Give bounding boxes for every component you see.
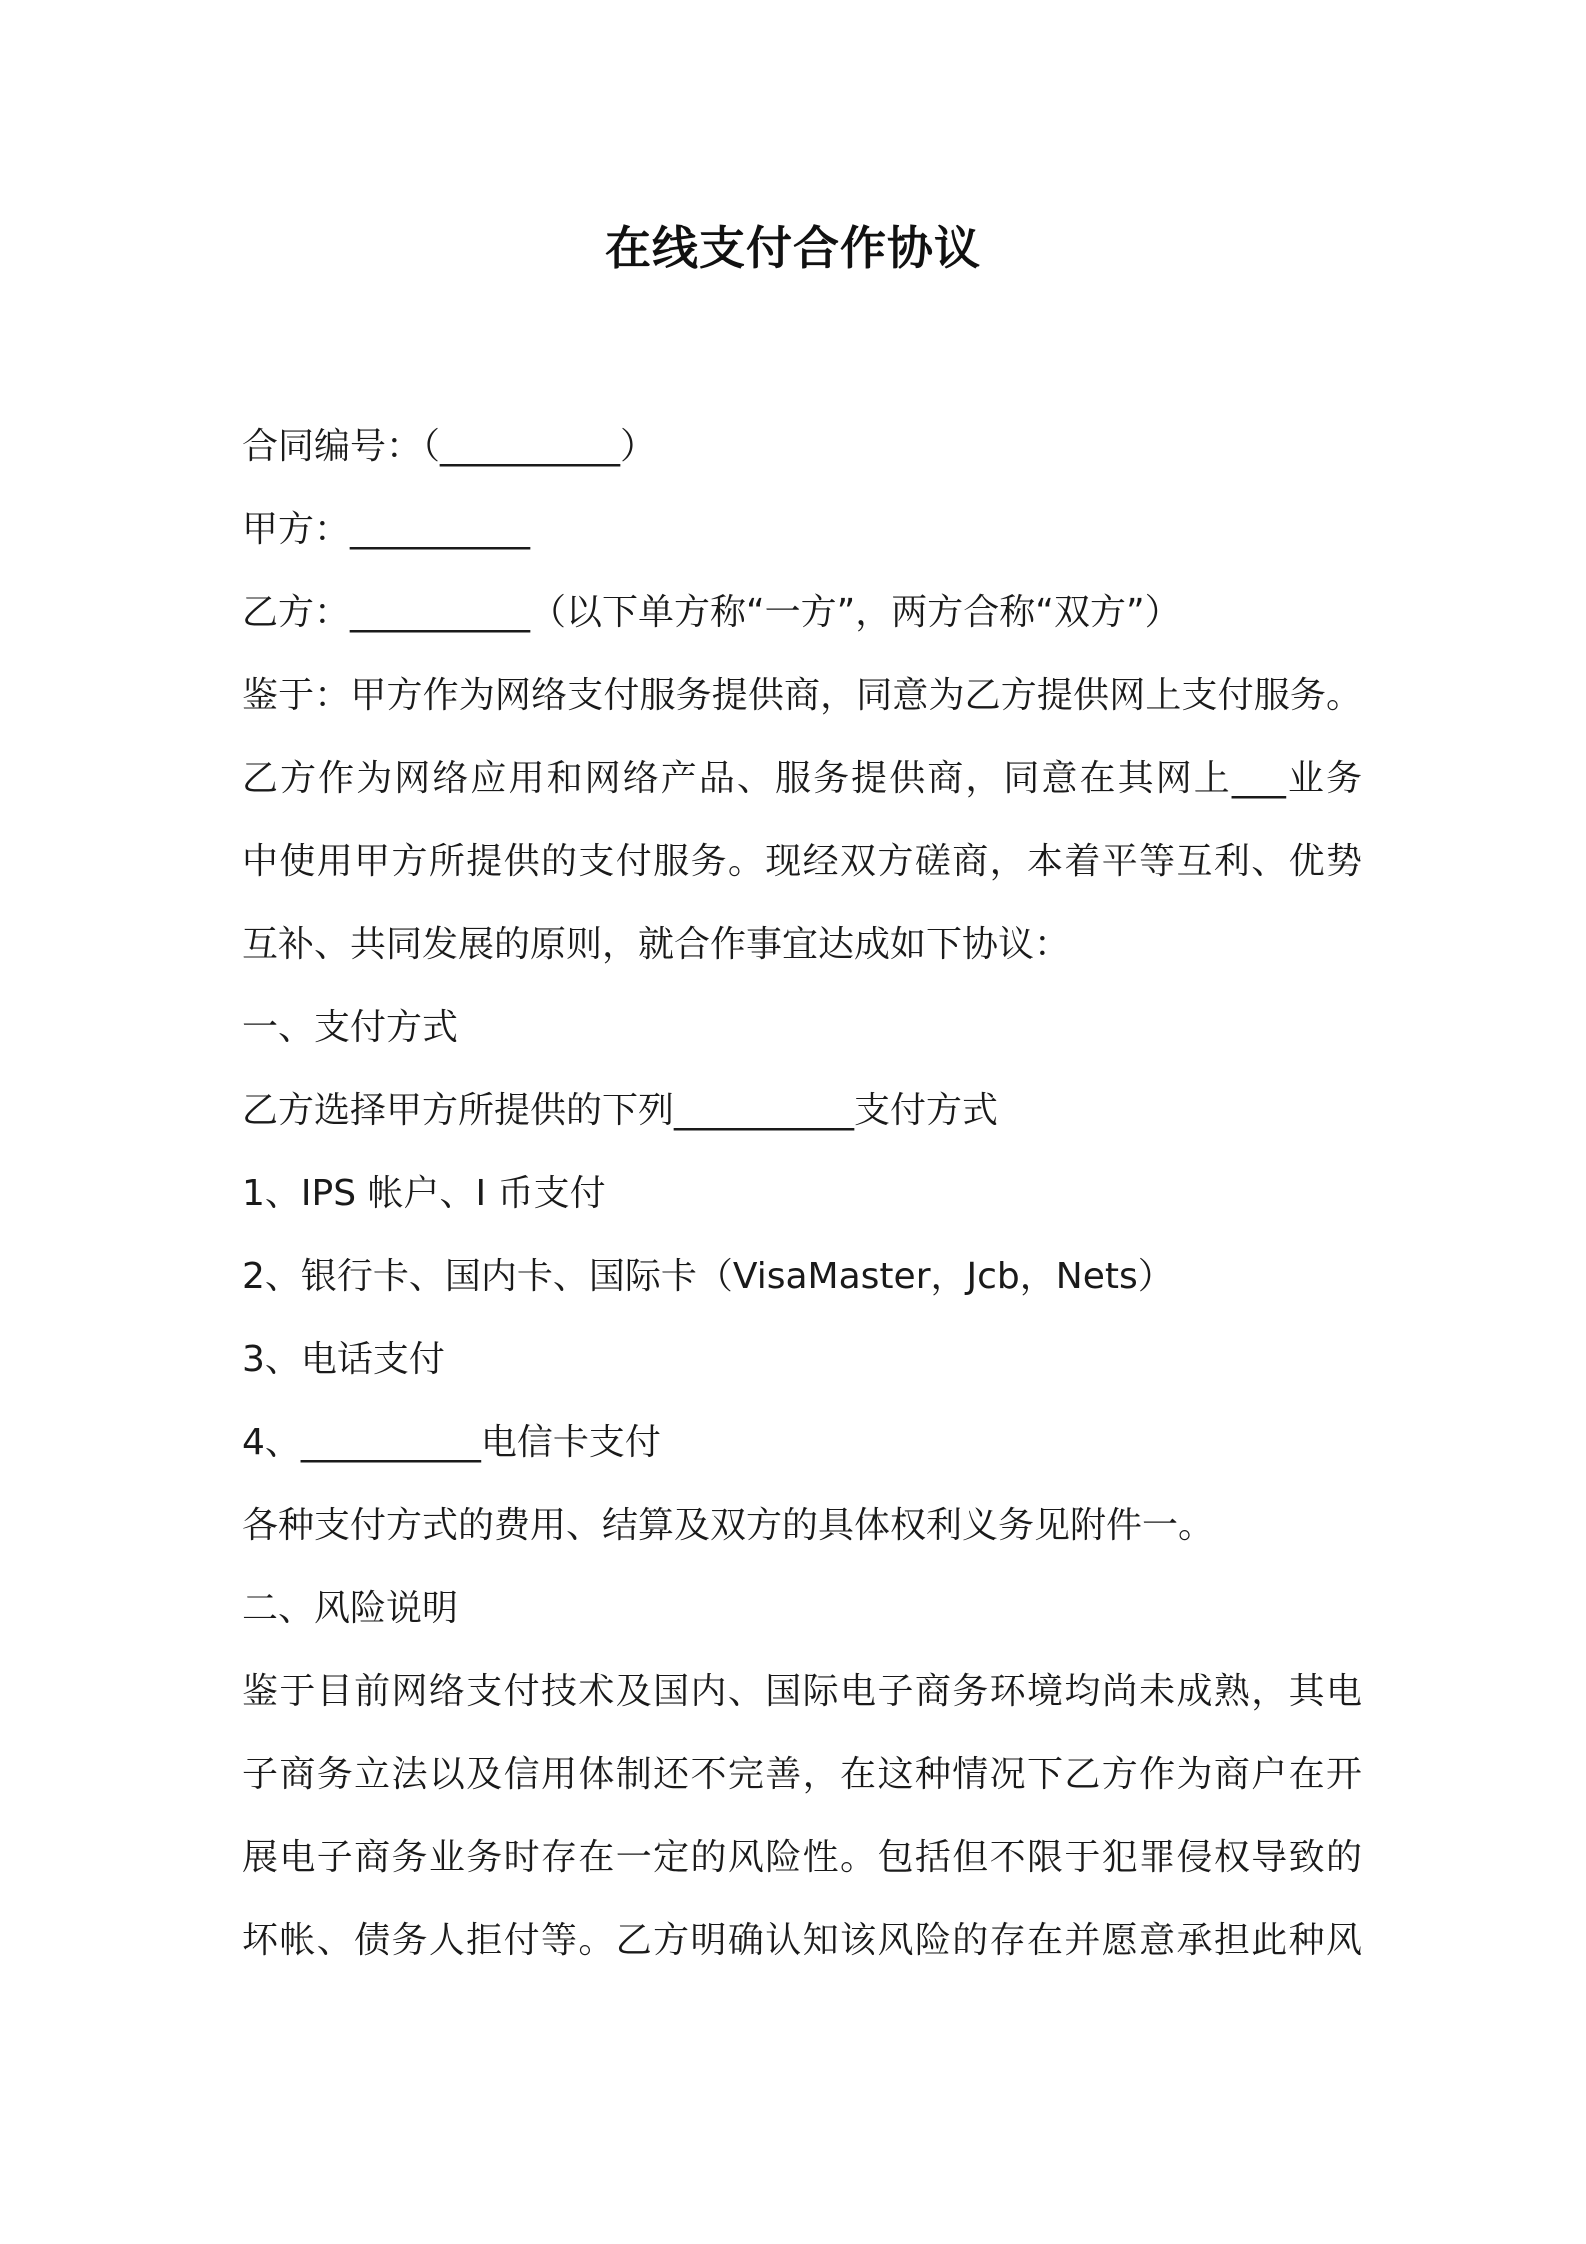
list-item: 4、__________电信卡支付 <box>242 1422 661 1463</box>
section-heading-risk-statement: 二、风险说明 <box>242 1588 459 1629</box>
paragraph-line: 展电子商务业务时存在一定的风险性。包括但不限于犯罪侵权导致的 <box>242 1837 1362 1878</box>
section-heading-payment-methods: 一、支付方式 <box>242 1007 459 1048</box>
list-item: 3、电话支付 <box>242 1339 445 1380</box>
paragraph-line: 坏帐、债务人拒付等。乙方明确认知该风险的存在并愿意承担此种风 <box>242 1920 1362 1961</box>
recital-line: 鉴于：甲方作为网络支付服务提供商，同意为乙方提供网上支付服务。 <box>242 675 1362 716</box>
document-title: 在线支付合作协议 <box>605 221 981 275</box>
document-body <box>242 405 1362 1982</box>
party-a-line: 甲方：__________ <box>242 509 531 550</box>
list-item: 1、IPS 帐户、I 币支付 <box>242 1173 606 1214</box>
paragraph-line: 各种支付方式的费用、结算及双方的具体权利义务见附件一。 <box>242 1505 1215 1546</box>
paragraph-line: 乙方选择甲方所提供的下列__________支付方式 <box>242 1090 999 1131</box>
paragraph-line: 鉴于目前网络支付技术及国内、国际电子商务环境均尚未成熟，其电 <box>242 1671 1362 1712</box>
recital-line: 互补、共同发展的原则，就合作事宜达成如下协议： <box>242 924 1071 965</box>
recital-line: 乙方作为网络应用和网络产品、服务提供商，同意在其网上___业务 <box>242 758 1362 799</box>
recital-line: 中使用甲方所提供的支付服务。现经双方磋商，本着平等互利、优势 <box>242 841 1362 882</box>
paragraph-line: 子商务立法以及信用体制还不完善，在这种情况下乙方作为商户在开 <box>242 1754 1362 1795</box>
party-b-line: 乙方：__________（以下单方称“一方”，两方合称“双方”） <box>242 592 1181 633</box>
contract-number-line: 合同编号：（__________） <box>242 426 657 467</box>
list-item: 2、银行卡、国内卡、国际卡（VisaMaster，Jcb，Nets） <box>242 1256 1174 1297</box>
